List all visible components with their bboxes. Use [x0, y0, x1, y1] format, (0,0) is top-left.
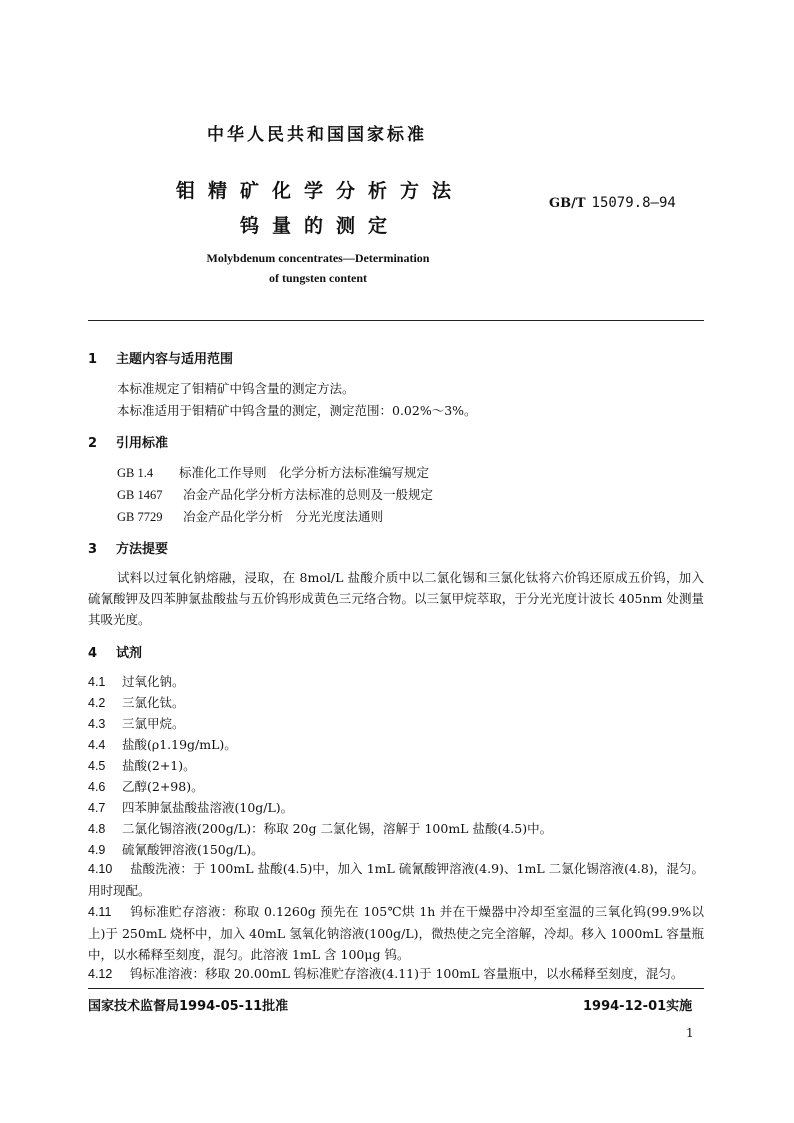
reagent-text: 三氯甲烷。	[122, 716, 185, 731]
reagent-item	[88, 777, 204, 795]
reagent-text: 盐酸洗液：于 100mL 盐酸(4.5)中，加入 1mL 硫氰酸钾溶液(4.9)、1mL 二氯化锡溶液(4.8)，混匀。用时现配。	[88, 861, 704, 898]
reagent-number: 4.8	[88, 822, 106, 836]
section-1-heading	[88, 348, 233, 367]
reagent-item	[88, 840, 264, 858]
doc-title-line2: 钨量的测定	[239, 215, 400, 237]
section-title: 试剂	[116, 646, 143, 661]
approval-date: 国家技术监督局1994-05-11批准	[88, 999, 289, 1014]
footer-divider	[88, 988, 704, 989]
reagent-item	[88, 963, 704, 985]
reagent-item	[88, 798, 293, 816]
reference-text: 冶金产品化学分析方法标准的总则及一般规定	[183, 487, 434, 502]
reagent-text: 盐酸(2+1)。	[122, 758, 196, 773]
reagent-number: 4.2	[88, 696, 106, 710]
section-title: 方法提要	[116, 542, 169, 557]
reference-item	[117, 507, 383, 525]
reagent-number: 4.11	[88, 905, 112, 919]
reference-item	[117, 463, 429, 481]
reagent-number: 4.3	[88, 717, 106, 731]
implementation-date: 1994-12-01实施	[583, 999, 693, 1014]
reference-item	[117, 485, 433, 503]
reagent-item	[88, 672, 185, 690]
org-title: 中华人民共和国国家标准	[207, 125, 427, 145]
reagent-item	[88, 858, 704, 901]
english-title-line2: of tungsten content	[269, 271, 367, 285]
reagent-text: 过氧化钠。	[122, 674, 185, 689]
reference-text: 冶金产品化学分析 分光光度法通则	[183, 509, 384, 524]
reagent-text: 三氯化钛。	[122, 695, 185, 710]
reference-text: 标准化工作导则 化学分析方法标准编写规定	[179, 465, 430, 480]
reagent-number: 4.6	[88, 780, 106, 794]
reagent-number: 4.10	[88, 862, 113, 876]
reagent-item	[88, 819, 552, 837]
reagent-number: 4.1	[88, 675, 106, 689]
header-divider	[88, 320, 704, 321]
reagent-item	[88, 901, 704, 965]
reagent-text: 二氯化锡溶液(200g/L)：称取 20g 二氯化锡，溶解于 100mL 盐酸(4.5)中。	[122, 821, 553, 836]
section-number: 2	[88, 436, 98, 451]
reagent-text: 硫氰酸钾溶液(150g/L)。	[122, 842, 264, 857]
reagent-text: 四苯胂氯盐酸盐溶液(10g/L)。	[122, 800, 294, 815]
doc-title-line1: 钼精矿化学分析方法	[175, 180, 464, 202]
section-number: 4	[88, 646, 98, 661]
reagent-text: 钨标准贮存溶液：称取 0.1260g 预先在 105℃烘 1h 并在干燥器中冷却至室温的三氧化钨(99.9%以上)于 250mL 烧杯中，加入 40mL 氢氧化钠溶液(100g/L)，微热使之完全溶解，冷却。移入 1000mL 容量瓶中，以水稀释至刻度，混匀。此溶液 1mL 含 100μg 钨。	[88, 904, 704, 962]
section-3-heading	[88, 538, 168, 557]
reagent-item	[88, 714, 185, 732]
standard-code: 15079.8—94	[591, 195, 676, 211]
section-number: 3	[88, 542, 98, 557]
standard-number	[549, 195, 676, 211]
section-4-heading	[88, 642, 142, 661]
section-1-para-2: 本标准适用于钼精矿中钨含量的测定，测定范围：0.02%～3%。	[117, 403, 477, 418]
section-1-para-1: 本标准规定了钼精矿中钨含量的测定方法。	[117, 381, 355, 396]
section-3-paragraph: 试料以过氧化钠熔融，浸取，在 8mol/L 盐酸介质中以二氯化锡和三氯化钛将六价钨还原成五价钨，加入硫氰酸钾及四苯胂氯盐酸盐与五价钨形成黄色三元络合物。以三氯甲烷萃取，于分光光度计波长 405nm 处测量其吸光度。	[88, 570, 704, 627]
reference-code: GB 1467	[117, 488, 163, 502]
reference-code: GB 1.4	[117, 466, 154, 480]
section-title: 主题内容与适用范围	[116, 352, 234, 367]
page-number: 1	[686, 1026, 694, 1040]
standard-prefix: GB/T	[549, 196, 586, 211]
reagent-number: 4.5	[88, 759, 106, 773]
reagent-text: 盐酸(ρ1.19g/mL)。	[122, 737, 237, 752]
section-title: 引用标准	[116, 436, 169, 451]
reagent-text: 乙醇(2+98)。	[122, 779, 204, 794]
reagent-item	[88, 693, 185, 711]
reagent-number: 4.9	[88, 843, 106, 857]
reagent-number: 4.4	[88, 738, 106, 752]
reagent-text: 钨标准溶液：移取 20.00mL 钨标准贮存溶液(4.11)于 100mL 容量瓶中，以水稀释至刻度，混匀。	[130, 966, 684, 981]
english-title-line1: Molybdenum concentrates—Determination	[206, 251, 430, 265]
reagent-number: 4.7	[88, 801, 106, 815]
section-number: 1	[88, 352, 98, 367]
reagent-number: 4.12	[88, 967, 113, 981]
reference-code: GB 7729	[117, 510, 163, 524]
reagent-item	[88, 735, 237, 753]
section-2-heading	[88, 432, 168, 451]
reagent-item	[88, 756, 196, 774]
